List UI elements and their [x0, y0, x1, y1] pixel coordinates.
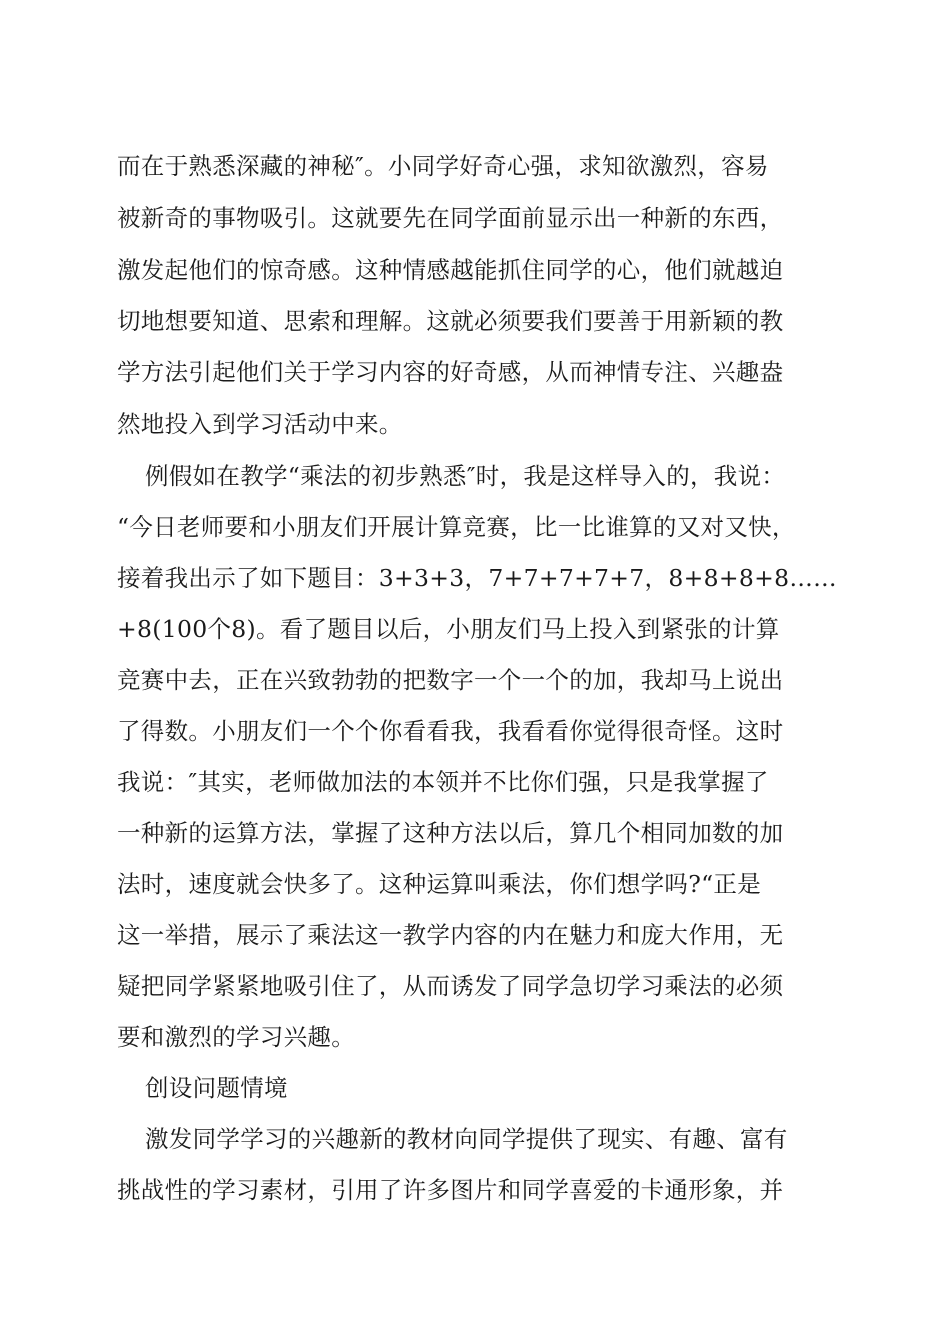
text-line: 一种新的运算方法，掌握了这种方法以后，算几个相同加数的加 [117, 819, 784, 847]
section-heading: 创设问题情境 [145, 1074, 288, 1102]
text-line: 激发起他们的惊奇感。这种情感越能抓住同学的心，他们就越迫 [117, 256, 784, 284]
text-line: 切地想要知道、思索和理解。这就必须要我们要善于用新颖的教 [117, 307, 784, 335]
text-line: +8(100个8)。看了题目以后，小朋友们马上投入到紧张的计算 [117, 615, 780, 643]
paragraph-start-line: 激发同学学习的兴趣新的教材向同学提供了现实、有趣、富有 [145, 1125, 788, 1153]
text-line: 竞赛中去，正在兴致勃勃的把数字一个一个的加，我却马上说出 [117, 666, 784, 694]
text-line: 疑把同学紧紧地吸引住了，从而诱发了同学急切学习乘法的必须 [117, 972, 784, 1000]
text-line: 法时，速度就会快多了。这种运算叫乘法，你们想学吗?“正是 [117, 870, 762, 898]
text-line: 要和激烈的学习兴趣。 [117, 1023, 355, 1051]
text-line: “今日老师要和小朋友们开展计算竞赛，比一比谁算的又对又快， [117, 513, 796, 541]
text-line: 而在于熟悉深藏的神秘″。小同学好奇心强，求知欲激烈，容易 [117, 152, 769, 180]
text-line: 被新奇的事物吸引。这就要先在同学面前显示出一种新的东西， [117, 204, 784, 232]
text-line: 挑战性的学习素材，引用了许多图片和同学喜爱的卡通形象，并 [117, 1176, 784, 1204]
paragraph-start-line: 例假如在教学“乘法的初步熟悉″时，我是这样导入的，我说： [145, 462, 786, 490]
text-line: 这一举措，展示了乘法这一教学内容的内在魅力和庞大作用，无 [117, 921, 784, 949]
text-line: 学方法引起他们关于学习内容的好奇感，从而神情专注、兴趣盎 [117, 358, 784, 386]
text-line: 了得数。小朋友们一个个你看看我，我看看你觉得很奇怪。这时 [117, 717, 784, 745]
text-line: 接着我出示了如下题目：3+3+3，7+7+7+7+7，8+8+8+8…… [117, 564, 837, 592]
text-line: 然地投入到学习活动中来。 [117, 410, 403, 438]
text-line: 我说：″其实，老师做加法的本领并不比你们强，只是我掌握了 [117, 768, 769, 796]
